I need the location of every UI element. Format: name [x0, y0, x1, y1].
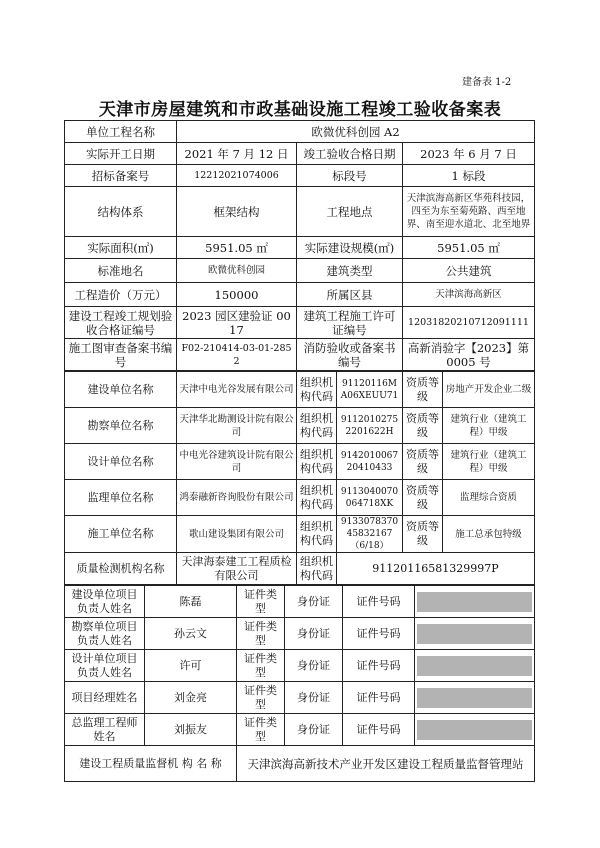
redacted-block [417, 688, 532, 708]
area-value: 5951.05 ㎡ [177, 237, 297, 259]
row-cost [65, 283, 535, 307]
standard-name-value: 欧微优科创园 [177, 259, 297, 283]
cert-no-label: 证件号码 [343, 586, 415, 618]
supervision-row [65, 746, 535, 782]
redacted-block [417, 720, 532, 740]
start-date-label: 实际开工日期 [65, 143, 177, 165]
row-standard-name [65, 259, 535, 283]
project-name-value: 欧微优科创园 A2 [177, 121, 535, 143]
org-label: 勘察单位名称 [65, 408, 177, 444]
supervision-label: 建设工程质量监督机 构 名 称 [65, 746, 237, 782]
persons-table [64, 585, 535, 782]
cert-type-label: 证件类型 [237, 650, 285, 682]
org-qual: 建筑行业（建筑工程）甲级 [443, 408, 535, 444]
person-row-3 [65, 682, 535, 714]
person-row-4 [65, 714, 535, 746]
qc-row [65, 553, 535, 585]
qc-code: 91120116581329997P [337, 553, 535, 585]
redacted-block [417, 624, 532, 644]
org-name: 天津华北勘测设计院有限公司 [177, 408, 297, 444]
person-label: 总监理工程师姓名 [65, 714, 145, 746]
row-drawing [65, 339, 535, 371]
org-qual: 施工总承包特级 [443, 516, 535, 553]
org-row-3 [65, 480, 535, 516]
org-row-1 [65, 408, 535, 444]
org-code-label: 组织机构代码 [297, 480, 337, 516]
cert-no-value [415, 682, 535, 714]
permit-label: 建筑工程施工许可证编号 [297, 307, 403, 339]
scale-value: 5951.05 ㎡ [403, 237, 535, 259]
bid-no-label: 招标备案号 [65, 165, 177, 187]
cert-no-label: 证件号码 [343, 682, 415, 714]
project-name-label: 单位工程名称 [65, 121, 177, 143]
section-value: 1 标段 [403, 165, 535, 187]
org-code-label: 组织机构代码 [297, 553, 337, 585]
cert-type-label: 证件类型 [237, 618, 285, 650]
planning-label: 建设工程竣工规划验收合格证编号 [65, 307, 177, 339]
org-code-label: 组织机构代码 [297, 372, 337, 408]
location-label: 工程地点 [297, 187, 403, 237]
bid-no-value: 12212021074006 [177, 165, 297, 187]
cert-type-label: 证件类型 [237, 586, 285, 618]
person-row-1 [65, 618, 535, 650]
drawing-label: 施工图审查备案书编号 [65, 339, 177, 371]
row-planning [65, 307, 535, 339]
org-label: 设计单位名称 [65, 444, 177, 480]
section-label: 标段号 [297, 165, 403, 187]
district-label: 所属区县 [297, 283, 403, 307]
org-code: 913307837045832167（6/18） [337, 516, 403, 553]
cert-no-value [415, 650, 535, 682]
start-date-value: 2021 年 7 月 12 日 [177, 143, 297, 165]
person-name: 许可 [145, 650, 237, 682]
qual-label: 资质等级 [403, 480, 443, 516]
org-code: 9113040070064718XK [337, 480, 403, 516]
org-name: 鸿泰融新咨询股份有限公司 [177, 480, 297, 516]
cert-no-label: 证件号码 [343, 650, 415, 682]
org-code-label: 组织机构代码 [297, 516, 337, 553]
form-number: 建备表 1-2 [462, 77, 512, 88]
cert-type-label: 证件类型 [237, 714, 285, 746]
building-type-label: 建筑类型 [297, 259, 403, 283]
org-qual: 房地产开发企业二级 [443, 372, 535, 408]
org-name: 中电光谷建筑设计院有限公司 [177, 444, 297, 480]
org-row-2 [65, 444, 535, 480]
row-project-name [65, 121, 535, 143]
cost-label: 工程造价（万元） [65, 283, 177, 307]
cert-type-value: 身份证 [285, 618, 343, 650]
row-bid [65, 165, 535, 187]
qual-label: 资质等级 [403, 408, 443, 444]
org-label: 建设单位名称 [65, 372, 177, 408]
area-label: 实际面积(㎡) [65, 237, 177, 259]
org-code: 914201006720410433 [337, 444, 403, 480]
person-name: 陈磊 [145, 586, 237, 618]
row-dates [65, 143, 535, 165]
person-label: 项目经理姓名 [65, 682, 145, 714]
record-form [64, 120, 534, 782]
standard-name-label: 标准地名 [65, 259, 177, 283]
location-value: 天津滨海高新区华苑科技园，四至为东至菊苑路、西至地界、南至迎水道北、北至地界 [403, 187, 535, 237]
redacted-block [417, 592, 532, 612]
cost-value: 150000 [177, 283, 297, 307]
org-code: 91120102752201622H [337, 408, 403, 444]
structure-label: 结构体系 [65, 187, 177, 237]
accept-date-value: 2023 年 6 月 7 日 [403, 143, 535, 165]
cert-type-value: 身份证 [285, 714, 343, 746]
cert-no-value [415, 714, 535, 746]
supervision-value: 天津滨海高新技术产业开发区建设工程质量监督管理站 [237, 746, 535, 782]
org-qual: 监理综合资质 [443, 480, 535, 516]
row-structure [65, 187, 535, 237]
cert-type-label: 证件类型 [237, 682, 285, 714]
org-code-label: 组织机构代码 [297, 408, 337, 444]
cert-type-value: 身份证 [285, 586, 343, 618]
qc-name: 天津海泰建工工程质检有限公司 [177, 553, 297, 585]
org-name: 歌山建设集团有限公司 [177, 516, 297, 553]
redacted-block [417, 656, 532, 676]
org-name: 天津中电光谷发展有限公司 [177, 372, 297, 408]
org-label: 监理单位名称 [65, 480, 177, 516]
org-code-label: 组织机构代码 [297, 444, 337, 480]
planning-value: 2023 园区建验证 0017 [177, 307, 297, 339]
person-label: 勘察单位项目负责人姓名 [65, 618, 145, 650]
cert-no-label: 证件号码 [343, 714, 415, 746]
row-area [65, 237, 535, 259]
qc-label: 质量检测机构名称 [65, 553, 177, 585]
org-row-4 [65, 516, 535, 553]
person-name: 刘振友 [145, 714, 237, 746]
cert-no-label: 证件号码 [343, 618, 415, 650]
structure-value: 框架结构 [177, 187, 297, 237]
building-type-value: 公共建筑 [403, 259, 535, 283]
fire-value: 高新消验字【2023】第 0005 号 [403, 339, 535, 371]
organizations-table [64, 371, 535, 585]
qual-label: 资质等级 [403, 516, 443, 553]
person-name: 刘金亮 [145, 682, 237, 714]
person-label: 建设单位项目负责人姓名 [65, 586, 145, 618]
person-name: 孙云文 [145, 618, 237, 650]
cert-no-value [415, 586, 535, 618]
org-qual: 建筑行业（建筑工程）甲级 [443, 444, 535, 480]
person-label: 设计单位项目负责人姓名 [65, 650, 145, 682]
cert-type-value: 身份证 [285, 682, 343, 714]
org-label: 施工单位名称 [65, 516, 177, 553]
accept-date-label: 竣工验收合格日期 [297, 143, 403, 165]
qual-label: 资质等级 [403, 444, 443, 480]
person-row-0 [65, 586, 535, 618]
cert-type-value: 身份证 [285, 650, 343, 682]
permit-value: 12031820210712091111 [403, 307, 535, 339]
scale-label: 实际建设规模(㎡) [297, 237, 403, 259]
project-info-table [64, 120, 535, 371]
org-code: 91120116MA06XEUU71 [337, 372, 403, 408]
fire-label: 消防验收或备案书编号 [297, 339, 403, 371]
org-row-0 [65, 372, 535, 408]
cert-no-value [415, 618, 535, 650]
qual-label: 资质等级 [403, 372, 443, 408]
person-row-2 [65, 650, 535, 682]
drawing-value: F02-210414-03-01-2852 [177, 339, 297, 371]
document-title: 天津市房屋建筑和市政基础设施工程竣工验收备案表 [98, 100, 502, 120]
district-value: 天津滨海高新区 [403, 283, 535, 307]
